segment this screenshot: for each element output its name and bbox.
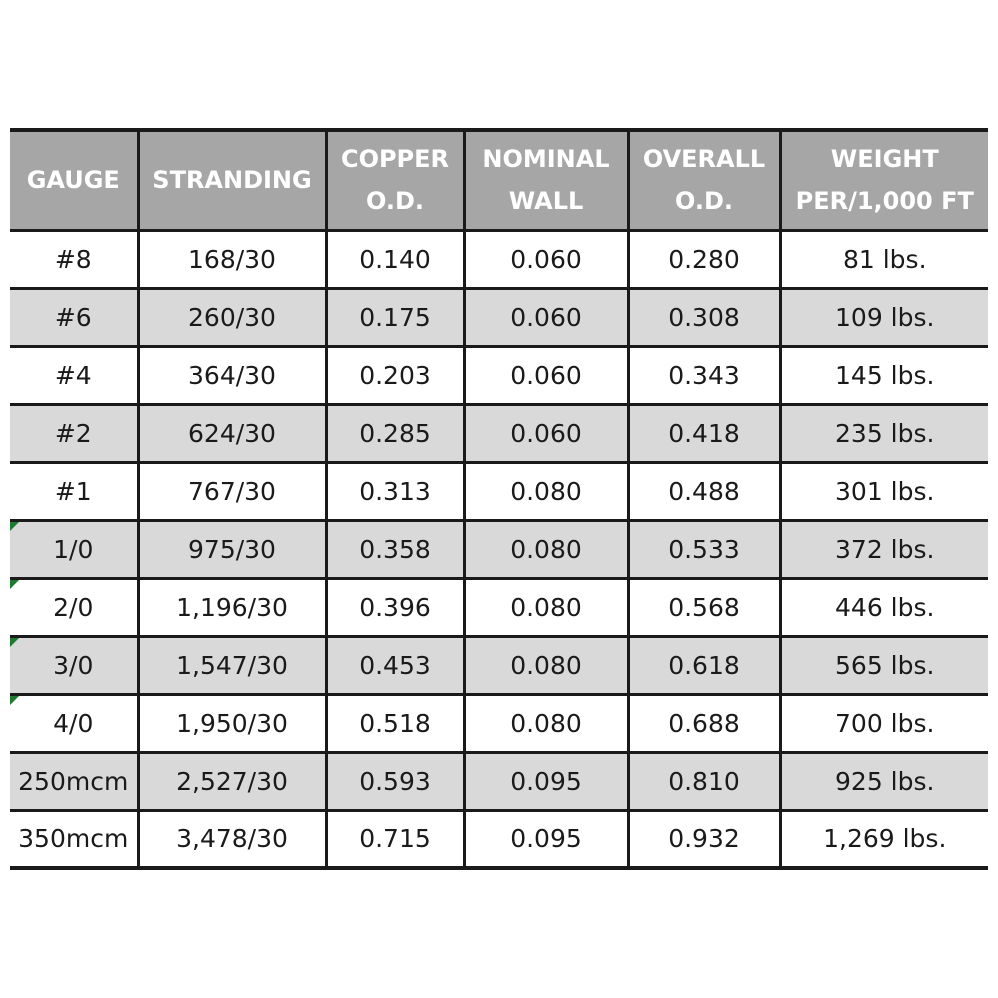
table-row: [10, 636, 988, 694]
cell-copper-od: 0.203: [326, 346, 464, 404]
cell-weight: 565 lbs.: [780, 636, 988, 694]
cell-gauge: #8: [10, 230, 138, 288]
cell-stranding: 975/30: [138, 520, 326, 578]
cell-comment-flag-icon: [10, 696, 19, 705]
cell-comment-flag-icon: [10, 522, 19, 531]
cell-gauge: #6: [10, 288, 138, 346]
cell-overall-od: 0.418: [628, 404, 780, 462]
table-row: [10, 520, 988, 578]
wire-spec-table: [10, 128, 988, 870]
cell-nominal-wall: 0.060: [464, 346, 628, 404]
header-overall-od-line-2: O.D.: [674, 187, 734, 216]
header-stranding-line-1: STRANDING: [152, 166, 312, 195]
header-nominal-wall-line-1: NOMINAL: [482, 145, 610, 174]
cell-copper-od: 0.175: [326, 288, 464, 346]
header-weight-line-1: WEIGHT: [830, 145, 939, 174]
cell-stranding: 1,196/30: [138, 578, 326, 636]
table-row: [10, 462, 988, 520]
header-overall-od: [628, 130, 780, 230]
cell-nominal-wall: 0.095: [464, 810, 628, 868]
cell-nominal-wall: 0.080: [464, 636, 628, 694]
header-stranding: [138, 130, 326, 230]
cell-copper-od: 0.140: [326, 230, 464, 288]
table-row: [10, 230, 988, 288]
cell-nominal-wall: 0.060: [464, 230, 628, 288]
header-nominal-wall: [464, 130, 628, 230]
cell-overall-od: 0.618: [628, 636, 780, 694]
cell-gauge: [10, 636, 138, 694]
cell-gauge-text: 4/0: [53, 708, 94, 738]
cell-copper-od: 0.593: [326, 752, 464, 810]
table-row: [10, 346, 988, 404]
cell-stranding: 2,527/30: [138, 752, 326, 810]
cell-weight: 235 lbs.: [780, 404, 988, 462]
cell-gauge-text: 3/0: [53, 650, 94, 680]
header-copper-od-line-2: O.D.: [365, 187, 425, 216]
cell-nominal-wall: 0.060: [464, 404, 628, 462]
header-overall-od-line-1: OVERALL: [642, 145, 766, 174]
cell-weight: 145 lbs.: [780, 346, 988, 404]
cell-gauge: [10, 520, 138, 578]
cell-comment-flag-icon: [10, 580, 19, 589]
cell-stranding: 3,478/30: [138, 810, 326, 868]
cell-gauge: [10, 694, 138, 752]
header-copper-od: [326, 130, 464, 230]
cell-copper-od: 0.396: [326, 578, 464, 636]
cell-overall-od: 0.932: [628, 810, 780, 868]
cell-stranding: 168/30: [138, 230, 326, 288]
cell-gauge: 250mcm: [10, 752, 138, 810]
cell-gauge: 350mcm: [10, 810, 138, 868]
header-row: [10, 130, 988, 230]
cell-stranding: 1,547/30: [138, 636, 326, 694]
cell-copper-od: 0.313: [326, 462, 464, 520]
cell-stranding: 1,950/30: [138, 694, 326, 752]
cell-overall-od: 0.343: [628, 346, 780, 404]
cell-copper-od: 0.453: [326, 636, 464, 694]
cell-overall-od: 0.688: [628, 694, 780, 752]
table-row: [10, 578, 988, 636]
header-nominal-wall-line-2: WALL: [508, 187, 584, 216]
cell-gauge-text: 1/0: [53, 534, 94, 564]
cell-nominal-wall: 0.060: [464, 288, 628, 346]
cell-weight: 446 lbs.: [780, 578, 988, 636]
cell-gauge: #2: [10, 404, 138, 462]
cell-stranding: 624/30: [138, 404, 326, 462]
cell-gauge-text: 2/0: [53, 592, 94, 622]
cell-stranding: 260/30: [138, 288, 326, 346]
cell-weight: 301 lbs.: [780, 462, 988, 520]
header-gauge: [10, 130, 138, 230]
header-weight: [780, 130, 988, 230]
cell-weight: 925 lbs.: [780, 752, 988, 810]
cell-nominal-wall: 0.080: [464, 694, 628, 752]
cell-stranding: 767/30: [138, 462, 326, 520]
cell-copper-od: 0.285: [326, 404, 464, 462]
cell-gauge: [10, 578, 138, 636]
table-row: [10, 810, 988, 868]
cell-overall-od: 0.568: [628, 578, 780, 636]
cell-copper-od: 0.518: [326, 694, 464, 752]
cell-weight: 372 lbs.: [780, 520, 988, 578]
cell-weight: 700 lbs.: [780, 694, 988, 752]
cell-nominal-wall: 0.095: [464, 752, 628, 810]
cell-overall-od: 0.280: [628, 230, 780, 288]
cell-overall-od: 0.308: [628, 288, 780, 346]
cell-nominal-wall: 0.080: [464, 578, 628, 636]
cell-overall-od: 0.488: [628, 462, 780, 520]
cell-overall-od: 0.533: [628, 520, 780, 578]
table-row: [10, 694, 988, 752]
cell-weight: 109 lbs.: [780, 288, 988, 346]
cell-copper-od: 0.358: [326, 520, 464, 578]
wire-spec-table-container: [10, 128, 988, 870]
table-row: [10, 752, 988, 810]
table-row: [10, 404, 988, 462]
cell-gauge: #4: [10, 346, 138, 404]
cell-weight: 81 lbs.: [780, 230, 988, 288]
header-weight-line-2: PER/1,000 FT: [795, 187, 974, 216]
header-gauge-line-1: GAUGE: [26, 166, 120, 195]
cell-nominal-wall: 0.080: [464, 520, 628, 578]
cell-stranding: 364/30: [138, 346, 326, 404]
cell-nominal-wall: 0.080: [464, 462, 628, 520]
cell-weight: 1,269 lbs.: [780, 810, 988, 868]
cell-copper-od: 0.715: [326, 810, 464, 868]
table-row: [10, 288, 988, 346]
cell-comment-flag-icon: [10, 638, 19, 647]
header-copper-od-line-1: COPPER: [340, 145, 450, 174]
cell-overall-od: 0.810: [628, 752, 780, 810]
cell-gauge: #1: [10, 462, 138, 520]
